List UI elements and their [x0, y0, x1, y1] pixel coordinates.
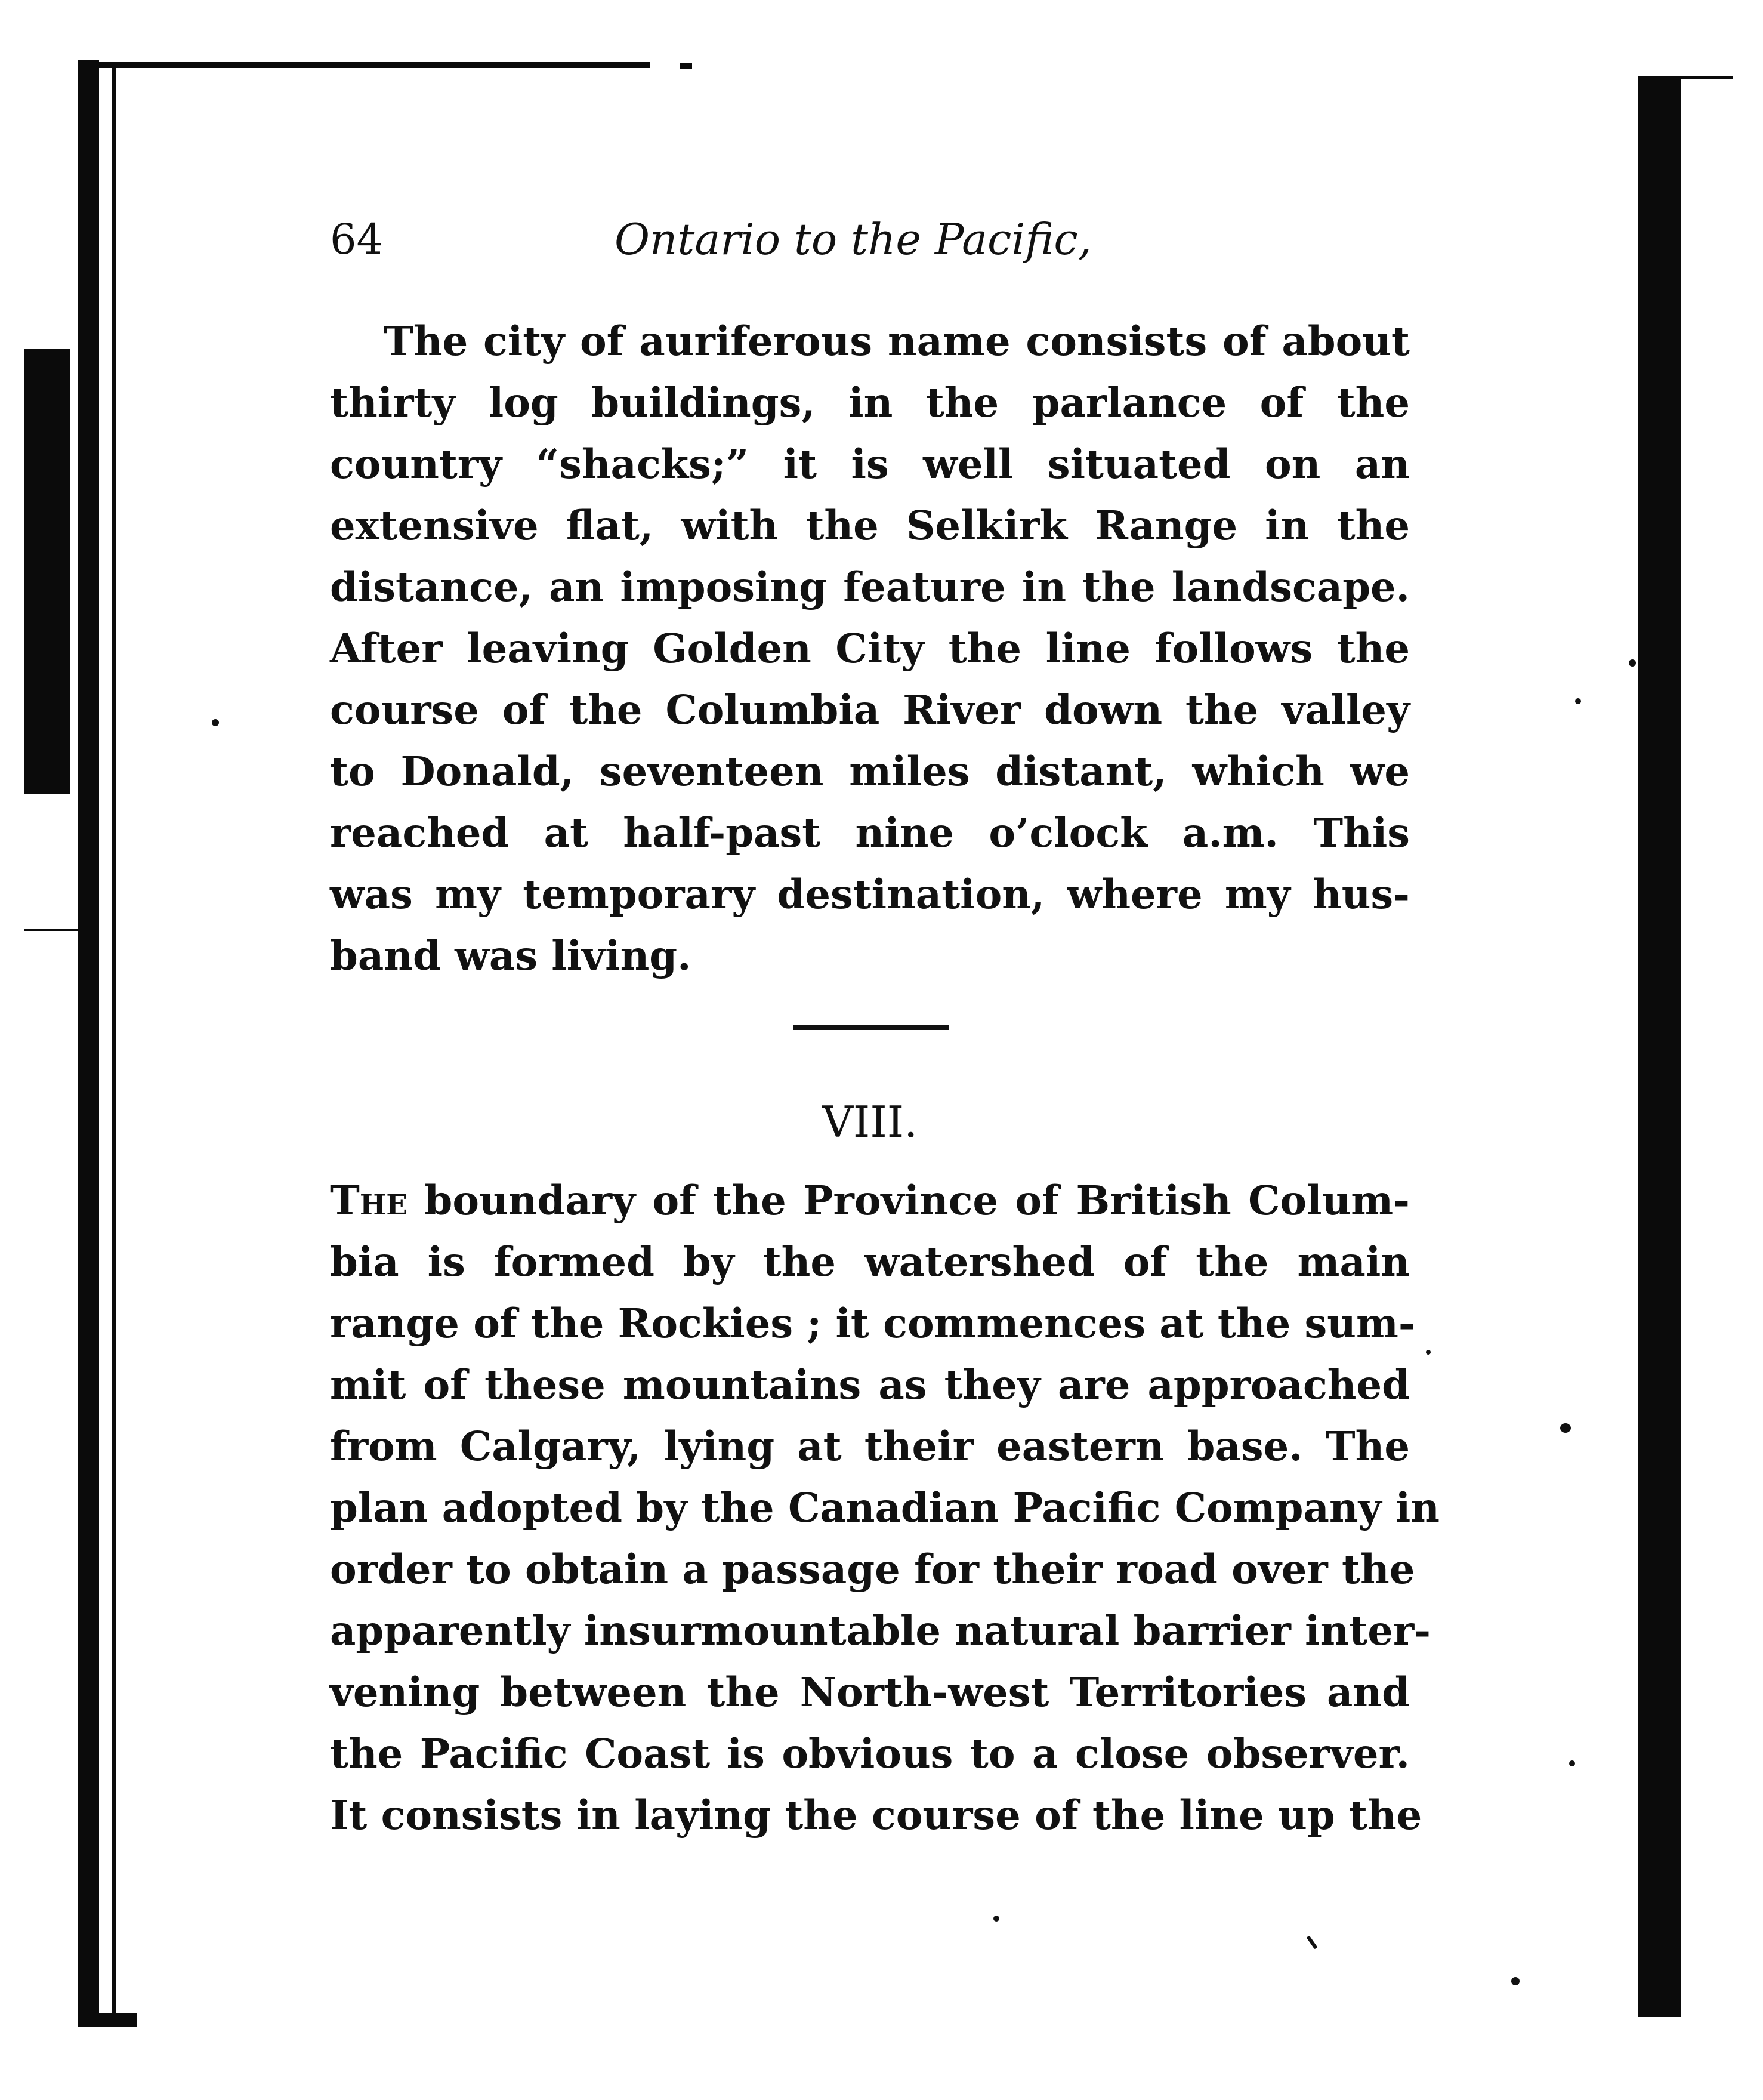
right-binding-edge — [1638, 78, 1681, 2017]
text-line: course of the Columbia River down the valley — [330, 686, 1410, 733]
left-binding-edge — [78, 60, 99, 2023]
top-border-rule — [78, 62, 650, 68]
text-line: reached at half-past nine o’clock a.m. This — [330, 809, 1410, 856]
left-scan-shadow — [24, 349, 70, 794]
paragraph-golden-city — [330, 310, 1410, 986]
left-border-line — [112, 64, 116, 2016]
text-line: extensive flat, with the Selkirk Range in the — [330, 502, 1410, 549]
text-line — [330, 1170, 1410, 1231]
text-line: the Pacific Coast is obvious to a close observer. — [330, 1730, 1410, 1777]
paragraph-british-columbia — [330, 1170, 1440, 1846]
text-line: After leaving Golden City the line follows the — [330, 625, 1410, 672]
text-line: mit of these mountains as they are approached — [330, 1361, 1410, 1408]
scan-speck — [1426, 1350, 1431, 1355]
text-line: apparently insurmountable natural barrier inter- — [330, 1607, 1431, 1654]
text-line: was my temporary destination, where my hus- — [330, 871, 1410, 918]
text-line: order to obtain a passage for their road over the — [330, 1546, 1415, 1593]
scan-speck — [1575, 698, 1581, 704]
page-header — [330, 212, 1165, 266]
scan-speck — [993, 1916, 999, 1922]
top-border-mark — [680, 63, 692, 69]
text-line: thirty log buildings, in the parlance of the — [330, 379, 1410, 426]
text-line: country “shacks;” it is well situated on an — [330, 440, 1410, 488]
running-title: Ontario to the Pacific, — [615, 214, 1092, 264]
text-line-rest: boundary of the Province of British Colum- — [407, 1177, 1410, 1224]
section-heading: VIII. — [822, 1097, 918, 1147]
scan-speck — [1629, 659, 1636, 667]
drop-word: The — [330, 1177, 408, 1224]
section-divider — [793, 1025, 949, 1030]
text-line: to Donald, seventeen miles distant, which we — [330, 748, 1410, 795]
page-number: 64 — [330, 215, 384, 264]
text-line: from Calgary, lying at their eastern base. The — [330, 1423, 1410, 1470]
left-scan-mark — [24, 929, 81, 931]
scan-speck — [1569, 1760, 1575, 1766]
text-line: band was living. — [330, 932, 691, 979]
text-line: The city of auriferous name consists of about — [384, 317, 1410, 365]
text-line: range of the Rockies ; it commences at the sum- — [330, 1300, 1415, 1347]
text-line: bia is formed by the watershed of the main — [330, 1238, 1410, 1285]
scan-speck — [1307, 1935, 1318, 1949]
bottom-scan-mark — [78, 2013, 137, 2027]
text-line: plan adopted by the Canadian Pacific Company in — [330, 1484, 1440, 1531]
scan-speck — [1511, 1977, 1520, 1985]
text-line: vening between the North-west Territories and — [330, 1669, 1410, 1716]
scan-speck — [1560, 1423, 1571, 1433]
scan-speck — [212, 719, 219, 726]
text-line: It consists in laying the course of the line up the — [330, 1791, 1422, 1839]
text-line: distance, an imposing feature in the landscape. — [330, 563, 1410, 610]
